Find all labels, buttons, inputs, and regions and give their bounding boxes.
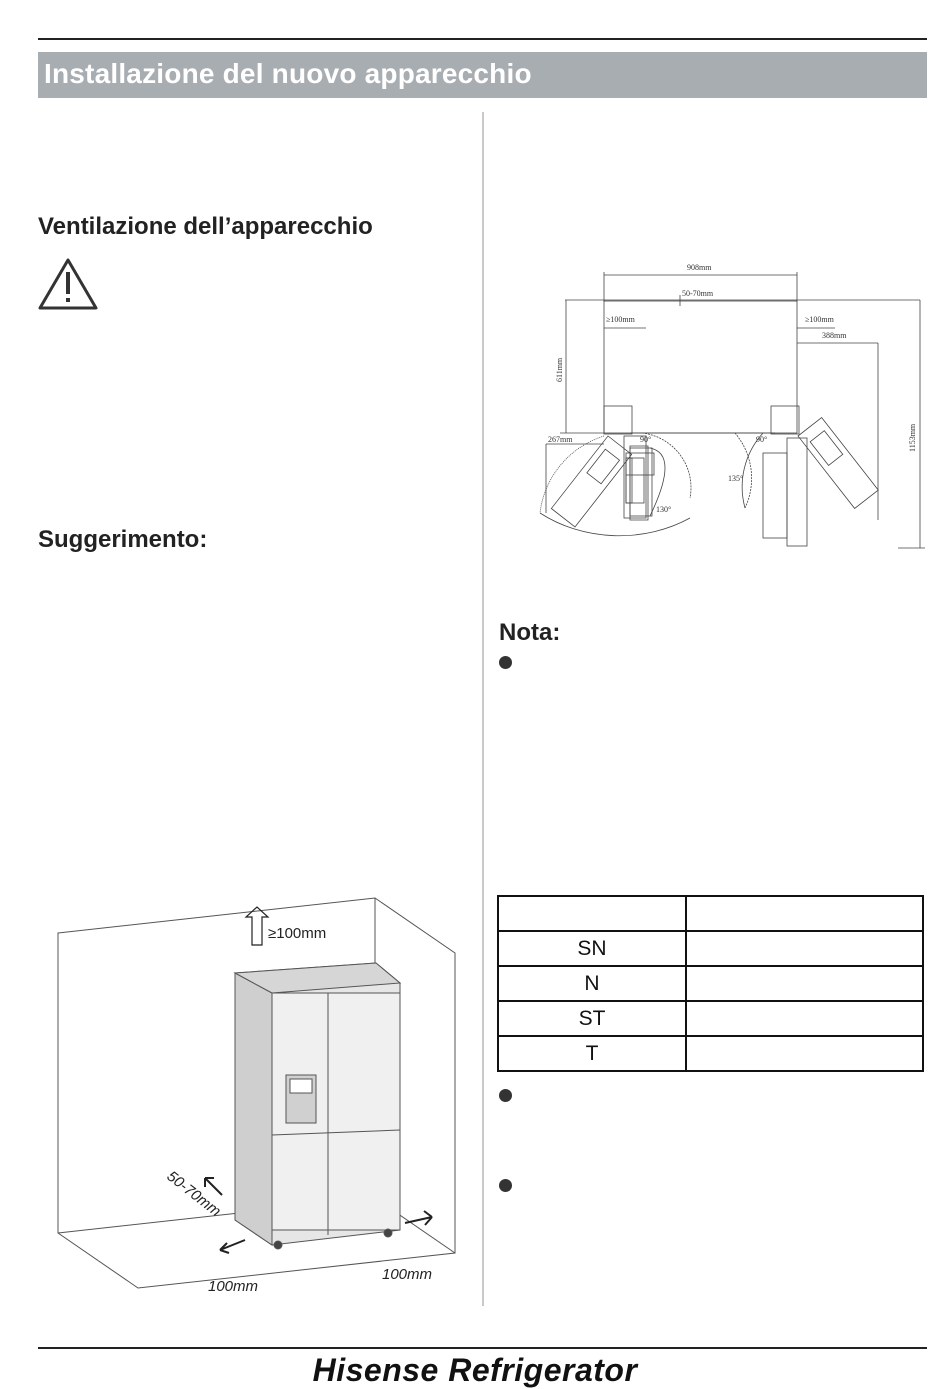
climate-class-cell: SN [498, 931, 686, 966]
temperature-range-cell [686, 966, 923, 1001]
section-banner [38, 52, 927, 98]
climate-class-cell: T [498, 1036, 686, 1071]
note-bullet-2 [499, 1089, 512, 1102]
plan-depth-label: 611mm [555, 357, 564, 382]
climate-class-cell: N [498, 966, 686, 1001]
iso-right-clearance-label: 100mm [382, 1266, 433, 1283]
climate-class-table [497, 895, 924, 1072]
note-heading: Nota: [499, 619, 561, 646]
warning-triangle-icon [36, 256, 100, 312]
temperature-range-cell [686, 1001, 923, 1036]
plan-angle-135: 135° [728, 474, 744, 483]
plan-left-door-label: 267mm [548, 435, 573, 444]
temperature-range-cell [686, 1036, 923, 1071]
plan-rear-gap-label: 50-70mm [682, 289, 714, 298]
climate-class-cell: ST [498, 1001, 686, 1036]
table-header-row [498, 896, 923, 931]
column-divider [482, 112, 484, 1306]
installation-clearance-diagram [50, 895, 470, 1300]
table-row [498, 966, 923, 1001]
plan-right-side-gap-label: ≥100mm [805, 315, 834, 324]
table-row [498, 1036, 923, 1071]
section-title: Installazione del nuovo apparecchio [44, 58, 532, 89]
iso-left-clearance-label: 100mm [208, 1278, 259, 1295]
plan-total-depth-label: 1153mm [908, 423, 917, 452]
note-bullet-1 [499, 656, 512, 669]
plan-left-side-gap-label: ≥100mm [606, 315, 635, 324]
plan-width-label: 908mm [687, 263, 712, 272]
brand-footer: Hisense Refrigerator [312, 1352, 638, 1388]
iso-back-clearance-label: 50-70mm [163, 1167, 224, 1221]
tip-heading: Suggerimento: [38, 526, 208, 553]
table-header-cell [686, 896, 923, 931]
plan-angle-130: 130° [656, 505, 672, 514]
table-row [498, 1001, 923, 1036]
plan-right-offset-label: 388mm [822, 331, 847, 340]
ventilation-heading: Ventilazione dell’apparecchio [38, 213, 373, 240]
top-rule [38, 38, 927, 40]
temperature-range-cell [686, 931, 923, 966]
table-row [498, 931, 923, 966]
iso-top-clearance-label: ≥100mm [268, 925, 327, 942]
note-bullet-3 [499, 1179, 512, 1192]
table-header-cell [498, 896, 686, 931]
plan-right-angle-90: 90° [756, 435, 768, 444]
door-clearance-plan-diagram [530, 258, 930, 553]
plan-left-angle-90: 90° [640, 435, 652, 444]
bottom-rule [38, 1347, 927, 1349]
